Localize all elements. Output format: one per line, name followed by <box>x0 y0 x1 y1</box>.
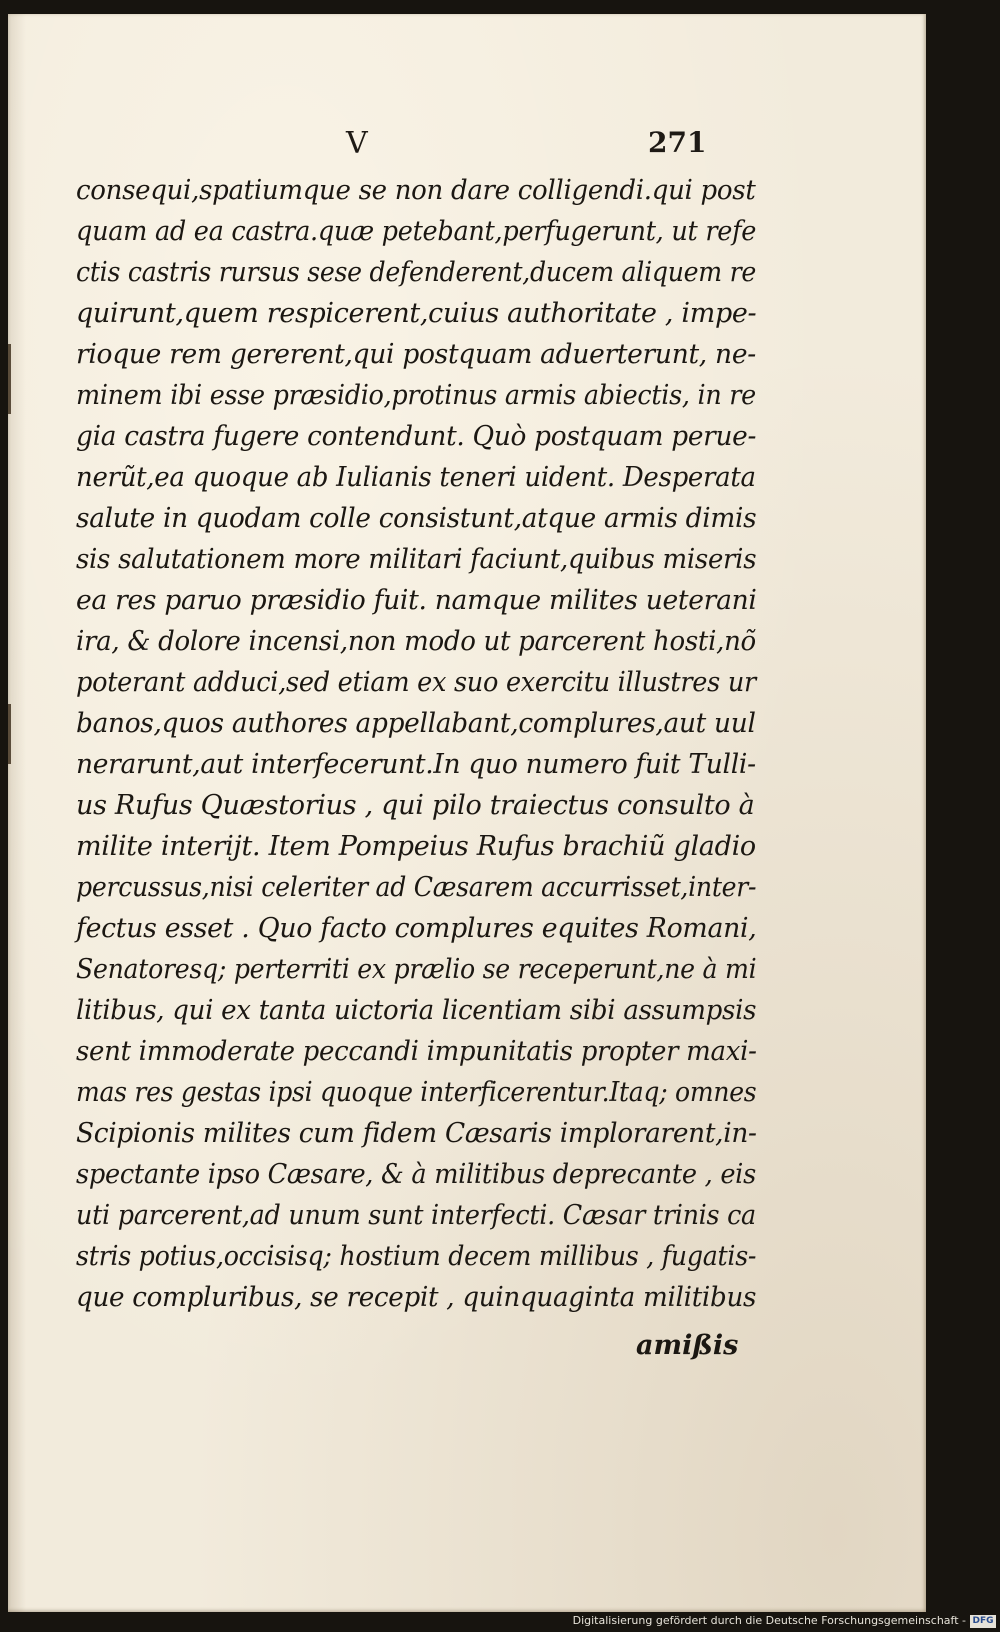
text-line: sis salutationem more militari faciunt,quibus miseris <box>76 544 757 575</box>
text-line: mas res gestas ipsi quoque interficerentur.Itaq; omnes <box>76 1077 757 1108</box>
text-line: quirunt,quem respicerent,cuius authoritate , impe- <box>76 298 757 329</box>
text-line: litibus, qui ex tanta uictoria licentiam sibi assumpsis <box>76 995 757 1026</box>
text-line: sent immoderate peccandi impunitatis propter maxi- <box>76 1036 757 1067</box>
text-line: minem ibi esse præsidio,protinus armis abiectis, in re <box>76 380 756 411</box>
text-line: Scipionis milites cum fidem Cæsaris implorarent,in- <box>76 1118 757 1149</box>
text-line: spectante ipso Cæsare, & à militibus deprecante , eis <box>76 1159 756 1190</box>
dfg-logo: DFG <box>970 1615 996 1628</box>
text-line: stris potius,occisisq; hostium decem millibus , fugatis- <box>76 1241 757 1272</box>
text-line: banos,quos authores appellabant,complures,aut uul <box>76 708 756 739</box>
text-line: salute in quodam colle consistunt,atque armis dimis <box>76 503 757 534</box>
text-line: fectus esset . Quo facto complures equites Romani, <box>76 913 757 944</box>
text-line: consequi,spatiumque se non dare colligendi.qui post <box>76 175 756 206</box>
gutter-mark <box>8 704 11 764</box>
digitization-footer <box>0 1612 1000 1632</box>
text-line: gia castra fugere contendunt. Quò postquam perue- <box>76 421 757 452</box>
gutter-mark <box>8 344 11 414</box>
text-line: percussus,nisi celeriter ad Cæsarem accurrisset,inter- <box>76 872 757 903</box>
book-page <box>8 14 926 1612</box>
page-number: 271 <box>648 126 707 159</box>
text-line: milite interijt. Item Pompeius Rufus brachiũ gladio <box>76 831 756 862</box>
text-line: nerũt,ea quoque ab Iulianis teneri uident. Desperata <box>76 462 756 493</box>
text-line: rioque rem gererent,qui postquam aduerterunt, ne- <box>76 339 756 370</box>
signature-mark: V <box>346 126 368 161</box>
text-line: ira, & dolore incensi,non modo ut parcerent hosti,nõ <box>76 626 756 657</box>
text-line: uti parcerent,ad unum sunt interfecti. Cæsar trinis ca <box>76 1200 756 1231</box>
catchword: amißis <box>636 1330 739 1361</box>
text-line: ea res paruo præsidio fuit. namque milites ueterani <box>76 585 757 616</box>
running-head <box>8 126 926 166</box>
text-line: Senatoresq; perterriti ex prælio se receperunt,ne à mi <box>76 954 757 985</box>
text-line: que compluribus, se recepit , quinquaginta militibus <box>76 1282 757 1313</box>
text-line: ctis castris rursus sese defenderent,ducem aliquem re <box>76 257 757 288</box>
text-line: quam ad ea castra.quæ petebant,perfugerunt, ut refe <box>76 216 757 247</box>
body-text <box>76 170 756 1318</box>
funding-credit: Digitalisierung gefördert durch die Deutsche Forschungsgemeinschaft - <box>572 1614 966 1627</box>
text-line: poterant adduci,sed etiam ex suo exercitu illustres ur <box>76 667 756 698</box>
text-line: us Rufus Quæstorius , qui pilo traiectus consulto à <box>76 790 755 821</box>
text-line: nerarunt,aut interfecerunt.In quo numero fuit Tulli- <box>76 749 756 780</box>
